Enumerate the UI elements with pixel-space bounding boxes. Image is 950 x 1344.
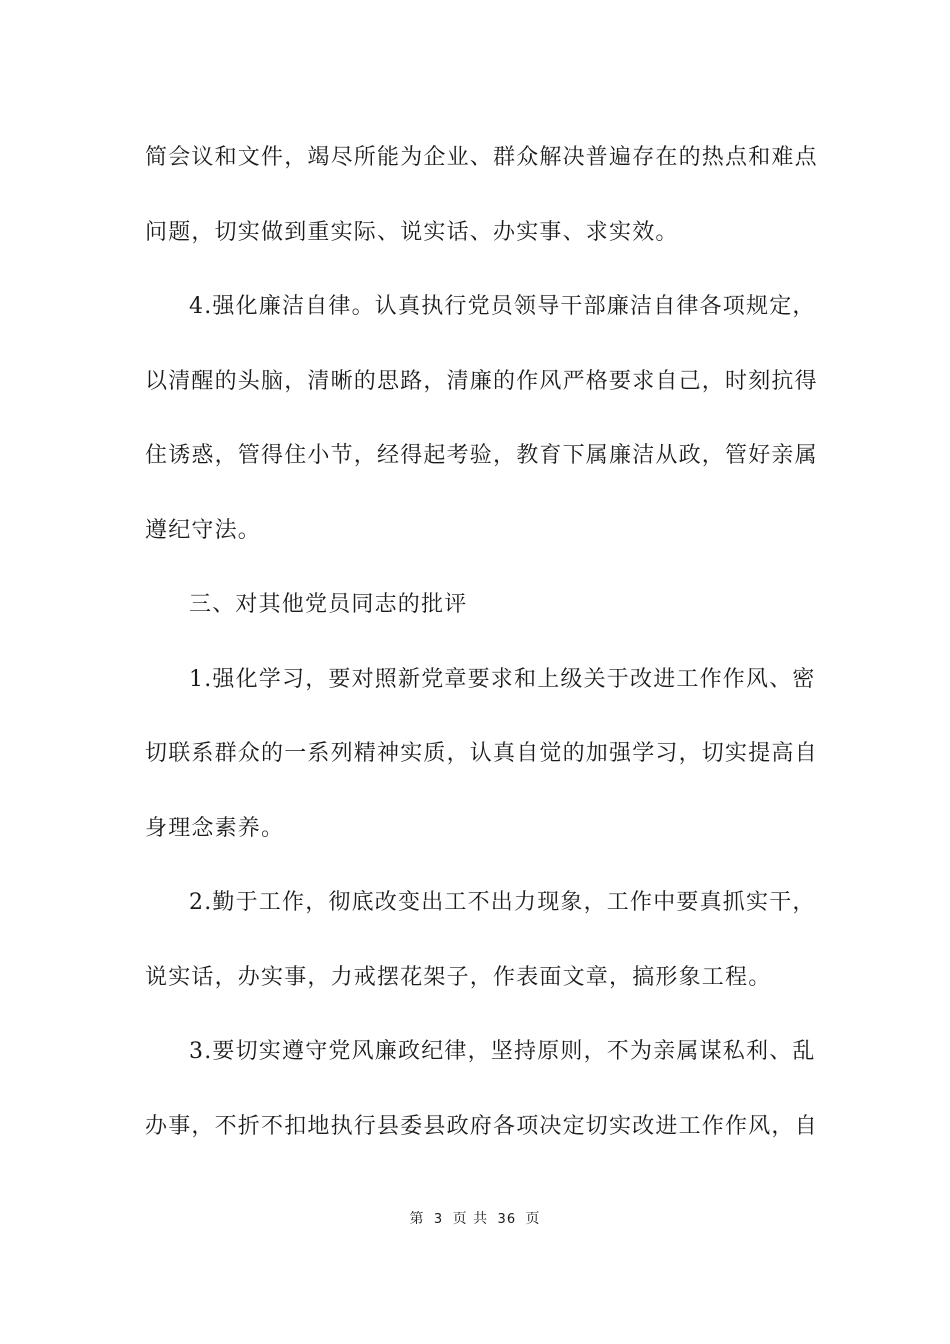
text-line: 切联系群众的一系列精神实质，认真自觉的加强学习，切实提高自: [145, 741, 818, 766]
footer-prefix: 第: [409, 1211, 425, 1227]
text-line: 遵纪守法。: [145, 517, 262, 543]
total-pages-number: 36: [497, 1212, 517, 1227]
text-line: 办事，不折不扣地执行县委县政府各项决定切实改进工作作风，自: [145, 1113, 818, 1139]
text-line: 身理念素养。: [145, 815, 285, 841]
current-page-number: 3: [433, 1212, 444, 1227]
paragraph-start-line: 2.勤于工作，彻底改变出工不出力现象，工作中要真抓实干，: [189, 890, 816, 915]
paragraph-start-line: 3.要切实遵守党风廉政纪律，坚持原则，不为亲属谋私利、乱: [189, 1039, 816, 1064]
footer-suffix: 页: [525, 1211, 541, 1227]
page-footer: [0, 1208, 950, 1228]
text-line: 以清醒的头脑，清晰的思路，清廉的作风严格要求自己，时刻抗得: [145, 368, 818, 394]
footer-middle: 页 共: [452, 1211, 489, 1227]
section-heading: 三、对其他党员同志的批评: [189, 592, 468, 617]
paragraph-start-line: 1.强化学习，要对照新党章要求和上级关于改进工作作风、密: [189, 666, 816, 692]
text-line: 说实话，办实事，力戒摆花架子，作表面文章，搞形象工程。: [145, 964, 772, 990]
text-line: 住诱惑，管得住小节，经得起考验，教育下属廉洁从政，管好亲属: [145, 443, 818, 468]
document-body: [145, 135, 818, 1178]
text-line: 简会议和文件，竭尽所能为企业、群众解决普遍存在的热点和难点: [145, 145, 818, 170]
text-line: 问题，切实做到重实际、说实话、办实事、求实效。: [145, 219, 679, 245]
paragraph-start-line: 4.强化廉洁自律。认真执行党员领导干部廉洁自律各项规定，: [189, 294, 816, 319]
